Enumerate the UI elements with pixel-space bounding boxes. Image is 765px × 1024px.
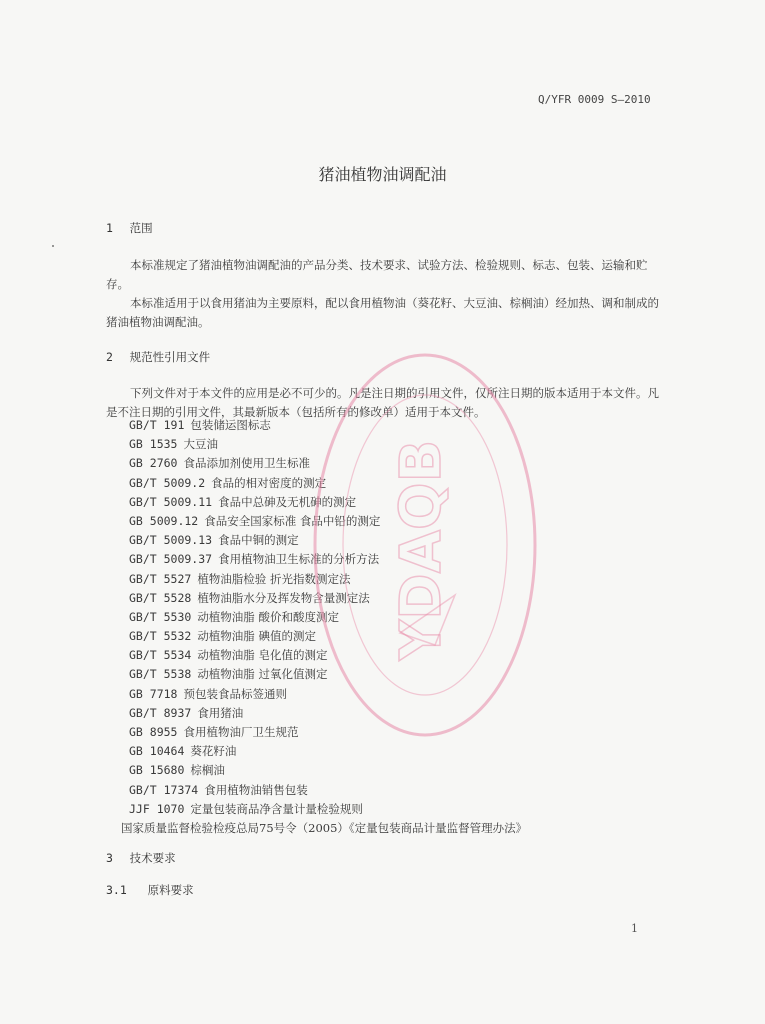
reference-code: GB/T 5009.13	[129, 533, 213, 548]
section-3-heading	[106, 850, 176, 866]
reference-code: GB/T 5528	[129, 590, 192, 605]
seal-stamp	[305, 345, 545, 745]
reference-item	[129, 742, 669, 761]
section-title: 技术要求	[129, 851, 176, 865]
reference-code: GB/T 5009.11	[129, 494, 213, 509]
reference-name: 国家质量监督检验检疫总局75号令（2005）《定量包装商品计量监督管理办法》	[121, 820, 528, 835]
reference-code: GB/T 191	[129, 418, 185, 432]
reference-code: GB 7718	[129, 686, 178, 701]
reference-code: GB/T 5530	[129, 609, 192, 624]
reference-name: 食品添加剂使用卫生标准	[183, 456, 310, 471]
reference-code: GB/T 5538	[129, 667, 192, 682]
section-1-heading	[106, 220, 153, 236]
scope-paragraph-2: 本标准适用于以食用猪油为主要原料，配以食用植物油（葵花籽、大豆油、棕榈油）经加热、调和制成的猪油植物油调配油。	[106, 296, 659, 329]
page-number: 1	[631, 922, 638, 935]
section-title: 原料要求	[147, 883, 194, 897]
reference-name: 植物油脂检验 折光指数测定法	[197, 571, 351, 586]
section-title: 规范性引用文件	[129, 350, 211, 364]
reference-name: 食用猪油	[197, 705, 244, 720]
section-number: 3.1	[106, 883, 127, 897]
reference-name: 食品的相对密度的测定	[211, 475, 327, 490]
reference-name: 动植物油脂 皂化值的测定	[197, 648, 328, 663]
document-title: 猪油植物油调配油	[318, 165, 447, 184]
reference-code: GB/T 5009.37	[129, 552, 213, 567]
section-number: 3	[106, 851, 113, 865]
reference-item	[121, 819, 669, 838]
reference-name: 定量包装商品净含量计量检验规则	[190, 801, 363, 816]
reference-code: GB 15680	[129, 763, 185, 778]
section-3-1-heading	[106, 882, 194, 898]
reference-code: GB 10464	[129, 744, 185, 759]
reference-code: GB/T 8937	[129, 705, 192, 720]
reference-item	[129, 761, 669, 780]
stamp-text: YDAQB	[389, 439, 454, 661]
reference-name: 食用植物油厂卫生规范	[183, 725, 299, 739]
reference-name: 食品安全国家标准 食品中铅的测定	[204, 513, 381, 528]
reference-name: 动植物油脂 碘值的测定	[197, 629, 316, 644]
document-code: Q/YFR 0009 S—2010	[538, 93, 651, 106]
section-number: 1	[106, 221, 113, 235]
reference-item	[129, 781, 669, 800]
reference-item	[129, 800, 669, 819]
reference-name: 预包装食品标签通则	[183, 686, 287, 701]
reference-name: 食用植物油卫生标准的分析方法	[218, 552, 380, 567]
references-intro: 下列文件对于本文件的应用是必不可少的。凡是注日期的引用文件，仅所注日期的版本适用于本文件。凡是不注日期的引用文件，其最新版本（包括所有的修改单）适用于本文件。	[106, 386, 659, 419]
reference-code: GB/T 5527	[129, 571, 192, 586]
reference-name: 大豆油	[183, 437, 218, 452]
reference-name: 动植物油脂 酸价和酸度测定	[197, 609, 339, 624]
reference-code: GB 1535	[129, 437, 178, 452]
section-2-heading	[106, 349, 210, 365]
reference-name: 动植物油脂 过氧化值测定	[197, 667, 328, 682]
reference-name: 食品中铜的测定	[218, 533, 299, 548]
section-title: 范围	[129, 221, 153, 235]
reference-name: 棕榈油	[190, 763, 225, 778]
scan-speck	[52, 245, 54, 247]
reference-name: 食用植物油销售包装	[204, 782, 308, 797]
reference-name: 食品中总砷及无机砷的测定	[218, 494, 357, 509]
reference-code: GB 2760	[129, 456, 178, 471]
reference-code: GB/T 5534	[129, 648, 192, 663]
reference-name: 葵花籽油	[190, 744, 237, 759]
scope-paragraph-1: 本标准规定了猪油植物油调配油的产品分类、技术要求、试验方法、检验规则、标志、包装、运输和贮存。	[106, 258, 648, 291]
reference-name: 包装储运图标志	[190, 418, 271, 432]
reference-code: GB/T 5009.2	[129, 475, 206, 490]
reference-name: 植物油脂水分及挥发物含量测定法	[197, 590, 370, 605]
reference-code: GB 5009.12	[129, 513, 199, 528]
reference-code: GB/T 17374	[129, 782, 199, 797]
reference-code: GB 8955	[129, 725, 178, 739]
section-number: 2	[106, 350, 113, 364]
reference-code: GB/T 5532	[129, 629, 192, 644]
reference-code: JJF 1070	[129, 801, 185, 816]
